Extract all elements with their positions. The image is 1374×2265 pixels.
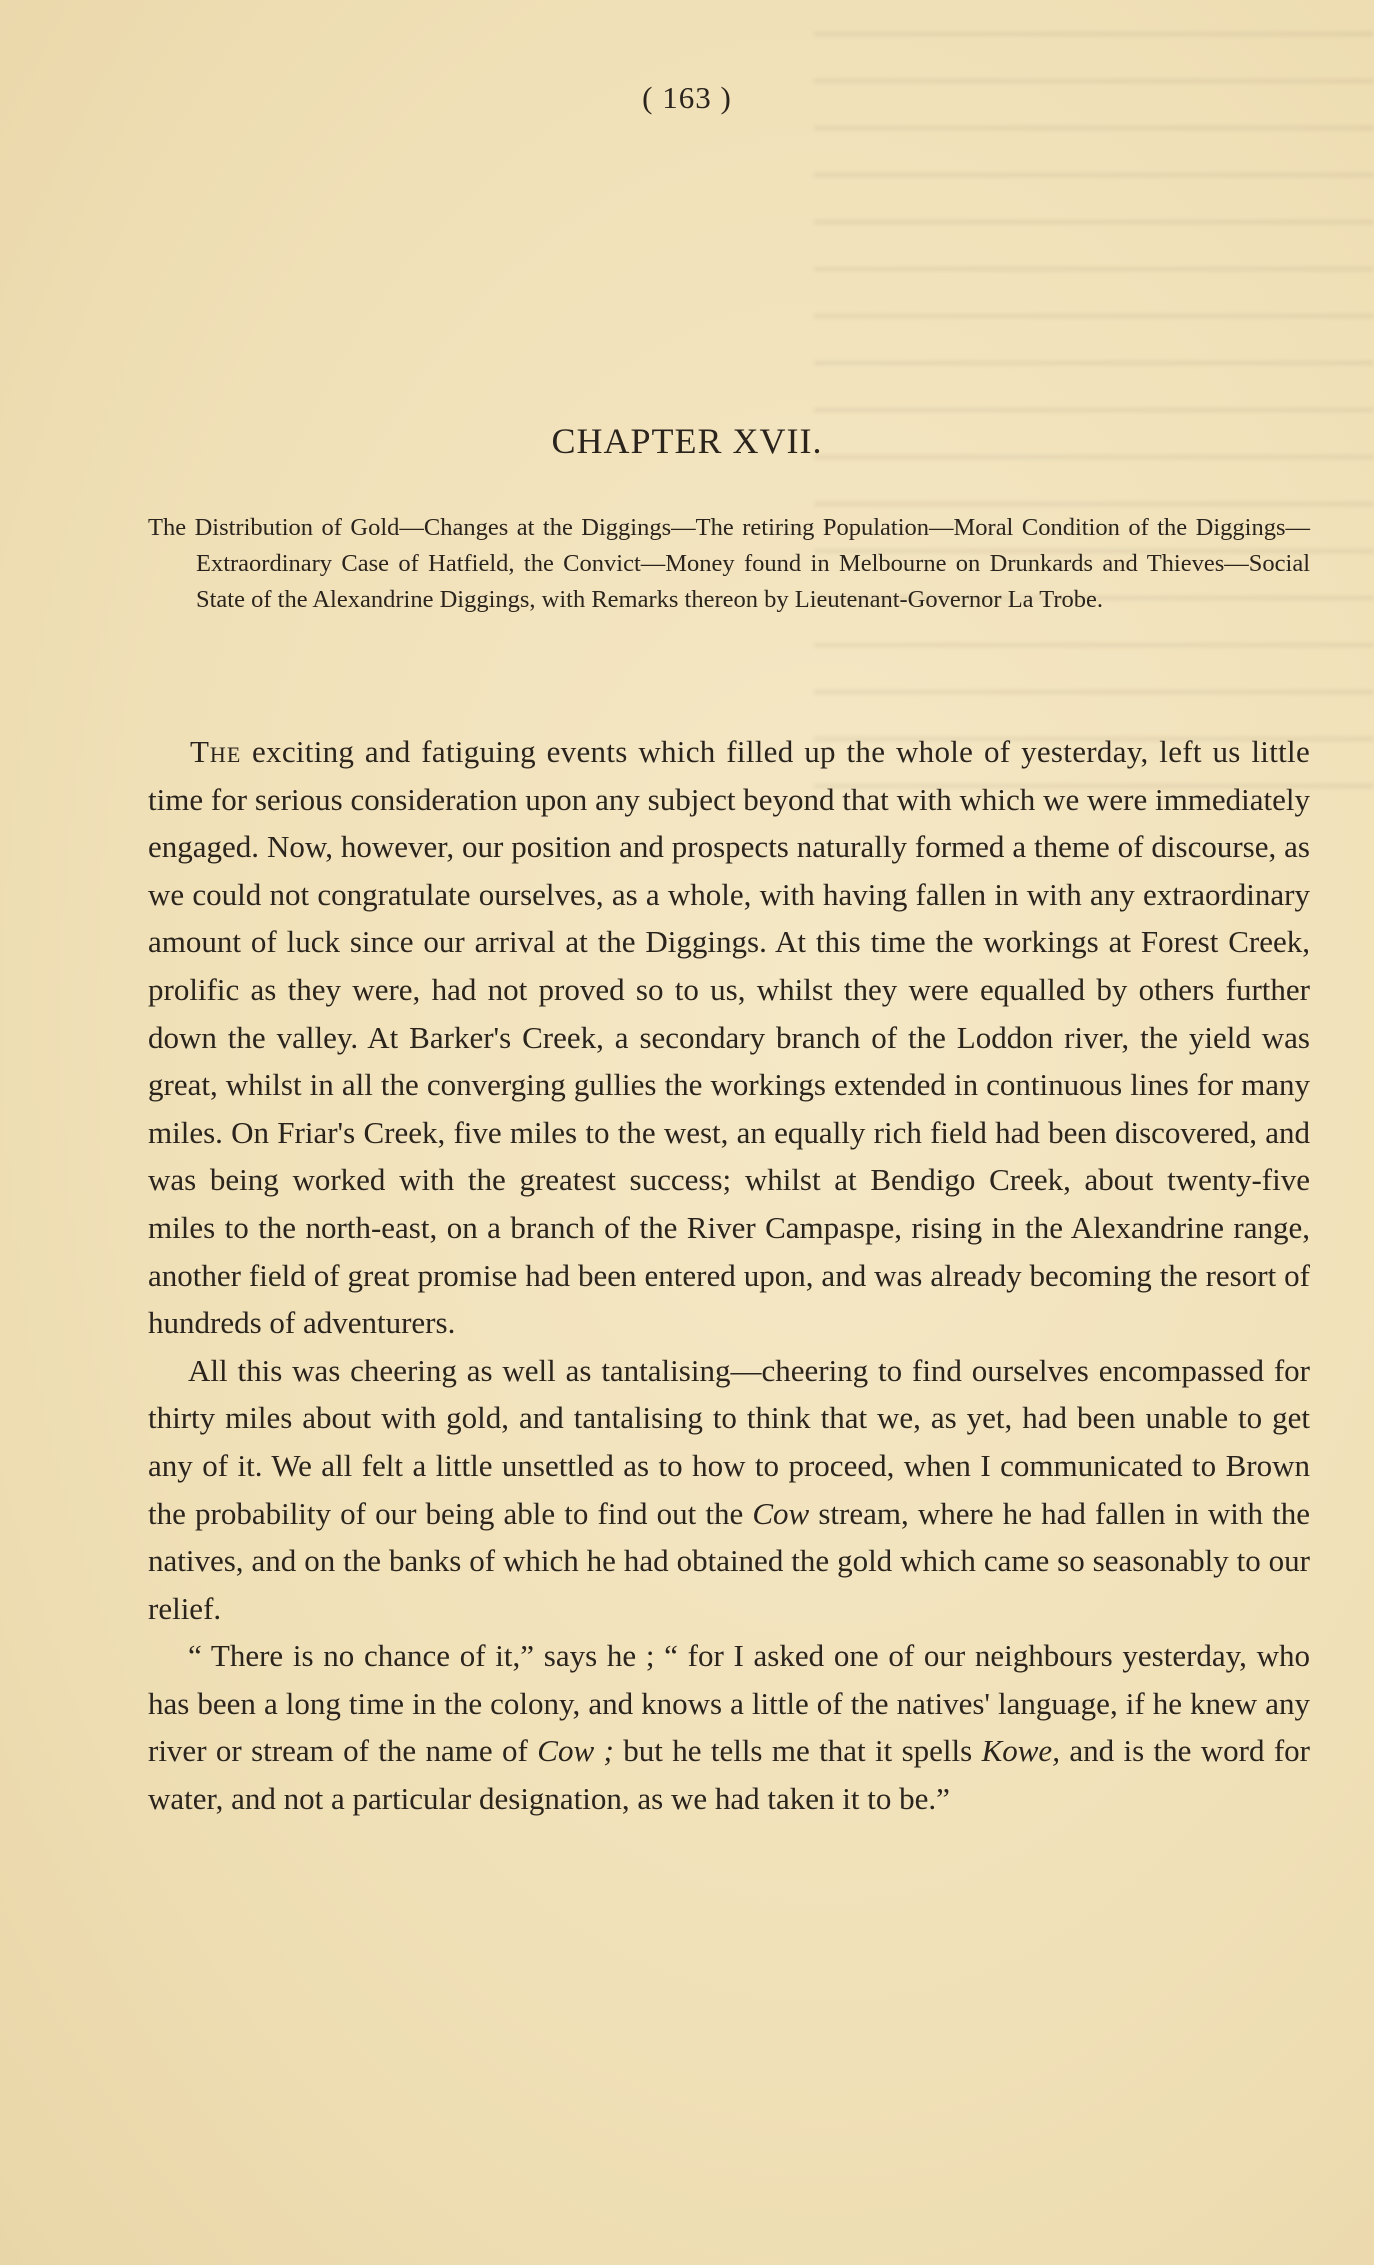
paragraph-3-text-b: but he tells me that it spells bbox=[613, 1733, 982, 1769]
paragraph-2-italic: Cow bbox=[752, 1495, 810, 1531]
paragraph-3 bbox=[148, 1632, 1310, 1822]
paragraph-3-text-c: and is the word for water, and not a particular designation, as we had taken it to be.” bbox=[148, 1733, 1311, 1817]
bleed-through-shadow bbox=[814, 0, 1374, 820]
paragraph-1 bbox=[148, 728, 1310, 1347]
paragraph-2-text-b: stream, where he had fallen in with the natives, and on the banks of which he had obtained the gold which came so seasonably to our relief. bbox=[148, 1495, 1310, 1626]
paragraph-lead-word: The bbox=[190, 734, 242, 769]
chapter-title: CHAPTER XVII. bbox=[551, 421, 823, 461]
paragraph-1-text: exciting and fatiguing events which filled up the whole of yesterday, left us little time for serious consideration upon any subject beyond that with which we were immediately engaged. Now, however, our position and prospects naturally formed a theme of discourse, as we could not congratulate ourselves, as a whole, with having fallen in with any extraordinary amount of luck since our arrival at the Diggings. At this time the workings at Forest Creek, prolific as they were, had not proved so to us, whilst they were equalled by others further down the valley. At Barker's Creek, a secondary branch of the Loddon river, the yield was great, whilst in all the converging gullies the workings extended in continuous lines for many miles. On Friar's Creek, five miles to the west, an equally rich field had been discovered, and was being worked with the greatest success; whilst at Bendigo Creek, about twenty-five miles to the north-east, on a branch of the River Campaspe, rising in the Alexandrine range, another field of great promise had been entered upon, and was already becoming the resort of hundreds of adventurers. bbox=[148, 734, 1310, 1341]
paragraph-3-text-a: “ There is no chance of it,” says he ; “ for I asked one of our neighbours yesterday, who has been a long time in the colony, and knows a little of the natives' language, if he knew any river or stream of the name of bbox=[148, 1638, 1310, 1769]
paragraph-2 bbox=[148, 1347, 1310, 1633]
paragraph-3-italic-a: Cow ; bbox=[537, 1733, 614, 1769]
chapter-summary: The Distribution of Gold—Changes at the Diggings—The retiring Population—Moral Condition of the Diggings—Extraordinary Case of Hatfield, the Convict—Money found in Melbourne on Drunkards and Thieves—Social State of the Alexandrine Diggings, with Remarks thereon by Lieutenant-Governor La Trobe. bbox=[148, 514, 1310, 613]
paragraph-2-text-a: All this was cheering as well as tantalising—cheering to find ourselves encompassed for thirty miles about with gold, and tantalising to think that we, as yet, had been unable to get any of it. We all felt a little unsettled as to how to proceed, when I communicated to Brown the probability of our being able to find out the bbox=[148, 1352, 1310, 1531]
page-number: ( 163 ) bbox=[642, 80, 732, 115]
body-text bbox=[148, 728, 1310, 1823]
paragraph-3-italic-b: Kowe, bbox=[981, 1733, 1060, 1769]
